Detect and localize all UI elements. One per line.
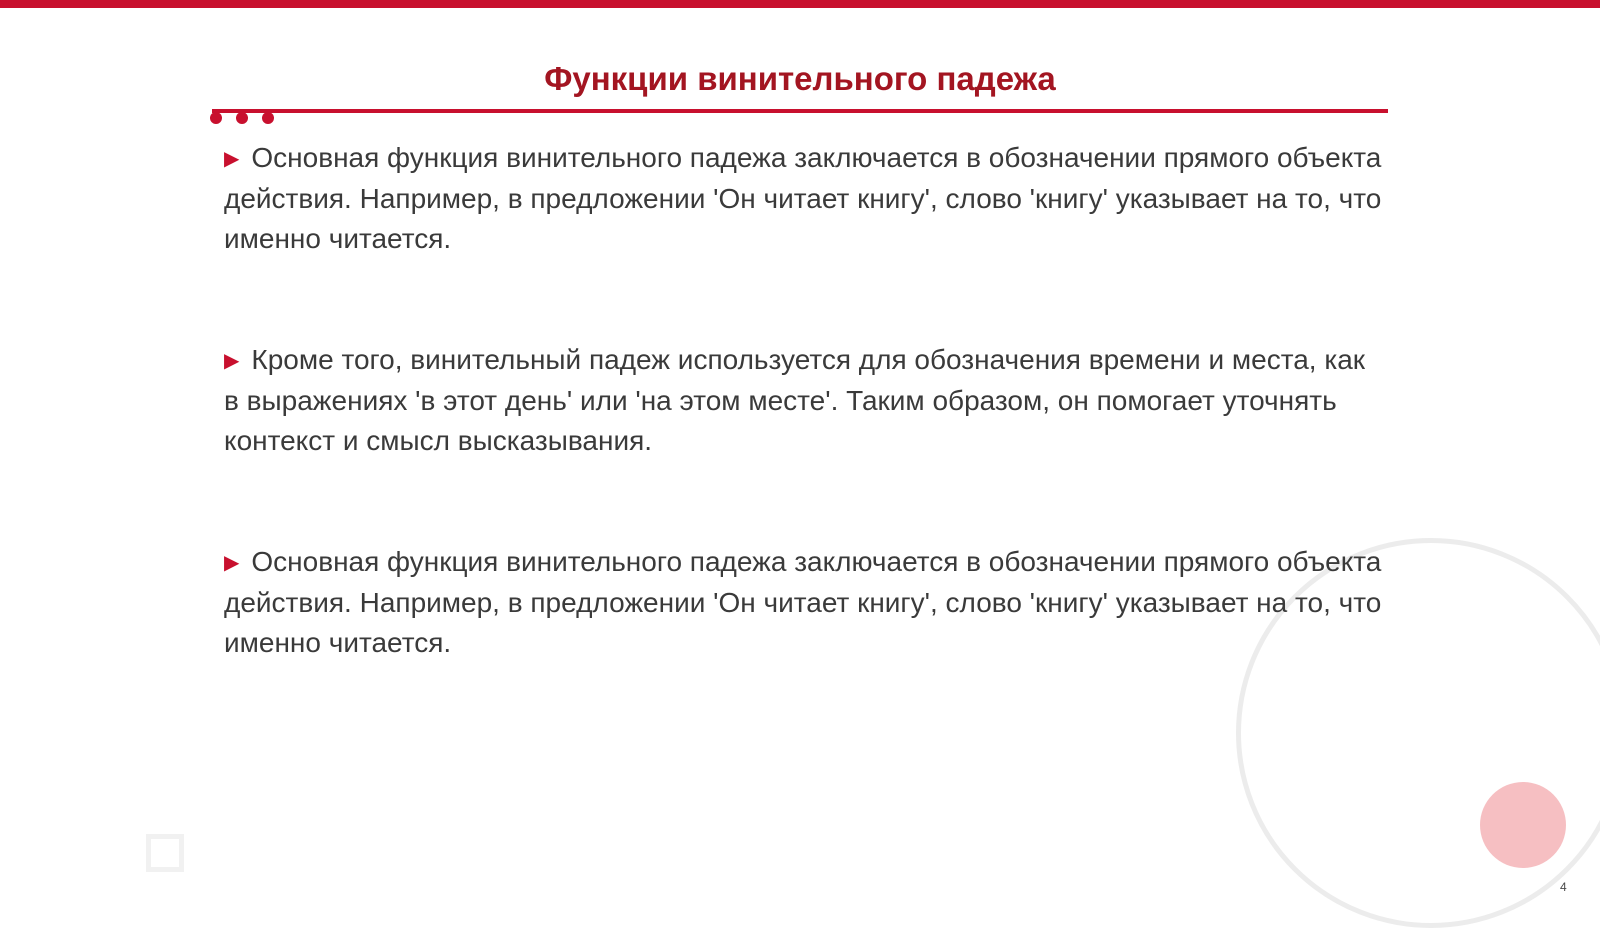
- bullet-list: [224, 138, 1384, 744]
- triangle-bullet-icon: ▶: [224, 552, 240, 574]
- bullet-item: [224, 340, 1384, 461]
- decorative-circle-filled: [1480, 782, 1566, 868]
- rule-dot-2: [236, 112, 248, 124]
- page-number: 4: [1560, 880, 1567, 894]
- triangle-bullet-icon: ▶: [224, 350, 240, 372]
- bullet-text: Основная функция винительного падежа заключается в обозначении прямого объекта действия. Например, в предложении 'Он читает книгу', слово 'книгу' указывает на то, что именно читается.: [224, 142, 1382, 254]
- title-underline: [212, 109, 1388, 113]
- bullet-text: Основная функция винительного падежа заключается в обозначении прямого объекта действия. Например, в предложении 'Он читает книгу', слово 'книгу' указывает на то, что именно читается.: [224, 546, 1382, 658]
- top-accent-bar: [0, 0, 1600, 8]
- bullet-text: Кроме того, винительный падеж используется для обозначения времени и места, как в выражениях 'в этот день' или 'на этом месте'. Таким образом, он помогает уточнять контекст и смысл высказывания.: [224, 344, 1366, 456]
- slide-title: Функции винительного падежа: [544, 60, 1056, 97]
- decorative-square: [146, 834, 184, 872]
- bullet-item: [224, 542, 1384, 663]
- triangle-bullet-icon: ▶: [224, 148, 240, 170]
- bullet-item: [224, 138, 1384, 259]
- rule-dot-3: [262, 112, 274, 124]
- rule-dot-1: [210, 112, 222, 124]
